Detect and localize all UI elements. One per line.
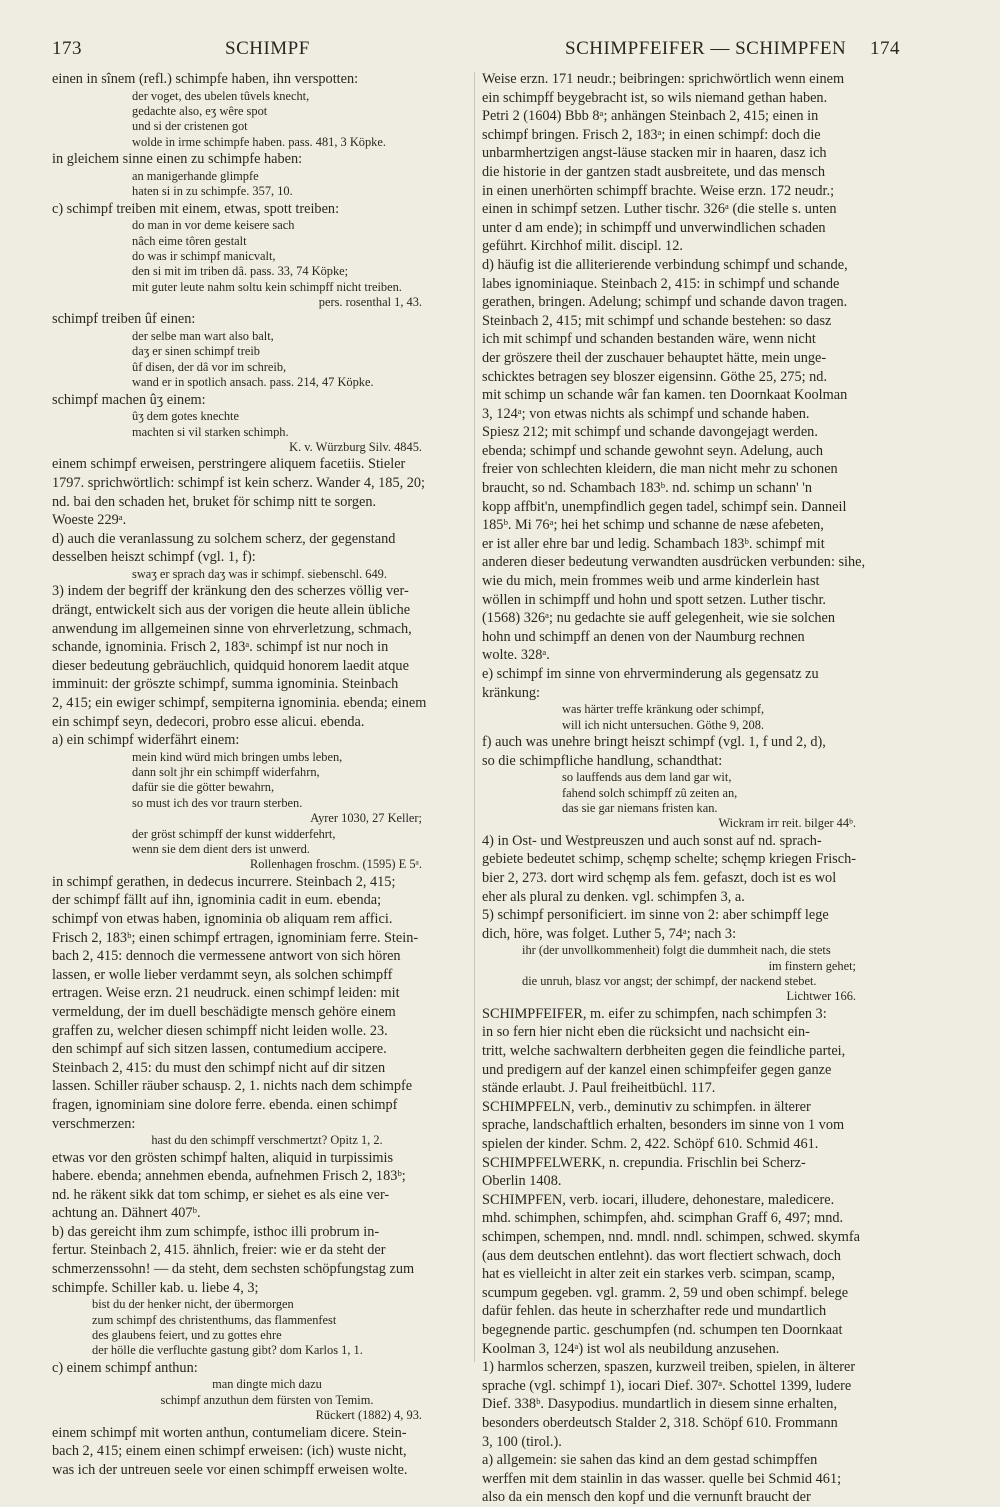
text-line: besonders oberdeutsch Stalder 2, 318. Schöpf 610. Frommann [482, 1414, 838, 1431]
quotation-line: so must ich des vor traurn sterben. [132, 795, 303, 810]
text-line: scumpum gegeben. vgl. gramm. 2, 59 und oben schimpf. belege [482, 1284, 849, 1301]
text-line: wöllen in schimpff und hohn und spott setzen. Luther tischr. [482, 591, 827, 608]
quotation-line: der selbe man wart also balt, [132, 329, 274, 344]
running-head-right: SCHIMPFEIFER — SCHIMPFEN [565, 38, 847, 59]
quotation-line: fahend solch schimpff zû zeiten an, [562, 785, 738, 800]
text-line: den schimpf auf sich sitzen lassen, contumedium accipere. [52, 1041, 387, 1058]
text-line: bier 2, 273. dort wird schęmp als fem. gefaszt, doch ist es wol [482, 869, 837, 886]
text-line: achtung an. Dähnert 407ᵇ. [52, 1205, 201, 1222]
text-line: hohn und schimpff an denen von der Naumburg rechnen [482, 628, 805, 645]
text-line: wolte. 328ᵃ. [482, 647, 550, 664]
quotation-line: was härter treffe kränkung oder schimpf, [562, 702, 765, 717]
text-line: Petri 2 (1604) Bbb 8ᵃ; anhängen Steinbach 2, 415; einen in [482, 108, 819, 125]
text-line: schimpf bringen. Frisch 2, 183ᵃ; in einen schimpf: doch die [482, 126, 821, 143]
text-line: er ist aller ehre bar und ledig. Schambach 183ᵇ. schimpf mit [482, 535, 825, 552]
text-line: in gleichem sinne einen zu schimpfe haben: [52, 151, 303, 168]
text-line: lassen, er wolle lieber verdammt seyn, als solchen schimpff [52, 966, 393, 983]
text-line: Weise erzn. 171 neudr.; beibringen: sprichwörtlich wenn einem [482, 71, 845, 87]
text-line: c) schimpf treiben mit einem, etwas, spott treiben: [52, 200, 340, 217]
left-column [52, 70, 482, 1479]
text-line: Dief. 338ᵇ. Dasypodius. mundartlich in diesem sinne erhalten, [482, 1396, 838, 1413]
quotation-line: do was ir schimpf manicvalt, [132, 248, 276, 263]
citation-line: Ayrer 1030, 27 Keller; [310, 811, 422, 826]
text-line: fragen, ignominiam sine dolore ferre. ebenda. einen schimpf [52, 1096, 398, 1113]
quotation-line: hast du den schimpff verschmertzt? Opitz 1, 2. [151, 1133, 383, 1148]
text-line: schimpfe. Schiller kab. u. liebe 4, 3; [52, 1279, 259, 1296]
text-line: anwendung im allgemeinen sinne von ehrverletzung, schmach, [52, 620, 412, 637]
text-line: ertragen. Weise erzn. 21 neudruck. einen schimpf leiden: mit [52, 985, 400, 1002]
quotation-line: dann solt jhr ein schimpff widerfahrn, [132, 765, 320, 780]
quotation-line: so lauffends aus dem land gar wit, [562, 770, 732, 785]
text-line: schande, ignominia. Frisch 2, 183ᵃ. schimpf ist nur noch in [52, 639, 389, 656]
quotation-line: bist du der henker nicht, der übermorgen [92, 1297, 294, 1312]
text-line: wie du mich, mein frommes weib und arme kinderlein hast [482, 573, 820, 590]
column-divider [474, 72, 475, 1362]
text-line: Woeste 229ᵃ. [52, 512, 127, 529]
text-line: desselben heiszt schimpf (vgl. 1, f): [52, 549, 256, 566]
page-number-right: 174 [870, 38, 900, 59]
text-line: b) das gereicht ihm zum schimpfe, isthoc illi probrum in- [52, 1223, 380, 1240]
citation-line: Rückert (1882) 4, 93. [315, 1408, 422, 1423]
text-line: einem schimpf erweisen, perstringere aliquem facetiis. Stieler [52, 456, 406, 473]
text-line: tritt, welche sachwaltern derbheiten gegen die feindliche partei, [482, 1043, 846, 1060]
quotation-line: zum schimpf des christenthums, das flammenfest [92, 1312, 337, 1327]
text-line: stände erlaubt. J. Paul freiheitbüchl. 117. [482, 1080, 716, 1097]
text-line: nd. bai den schaden het, bruket för schimp nitt te sorgen. [52, 493, 377, 510]
text-line: 5) schimpf personificiert. im sinne von 2: aber schimpff lege [482, 907, 829, 924]
quotation-line: an manigerhande glimpfe [132, 168, 259, 183]
text-line: schmerzenssohn! — da steht, dem sechsten schöpfungstag zum [52, 1261, 415, 1278]
text-line: bach 2, 415: dennoch die vermessene antwort von sich hören [52, 948, 401, 965]
citation-line: Rollenhagen froschm. (1595) E 5ᵃ. [250, 857, 422, 872]
text-line: was ich der untreuen seele vor einen schimpff erweisen wolte. [52, 1461, 408, 1478]
quotation-line: swaʒ er sprach daʒ was ir schimpf. siebenschl. 649. [132, 566, 387, 581]
text-line: etwas vor den grösten schimpf halten, aliquid in turpissimis [52, 1149, 394, 1166]
text-line: begegnende partic. geschumpfen (nd. schumpen ten Doornkaat [482, 1321, 843, 1338]
quotation-line: haten si in zu schimpfe. 357, 10. [132, 184, 293, 199]
text-line: SCHIMPFELN, verb., deminutiv zu schimpfen. in älterer [482, 1098, 811, 1115]
text-line: der schimpf fällt auf ihn, ignominia cadit in eum. ebenda; [52, 892, 382, 909]
text-line: labes ignominiaque. Steinbach 2, 415: in schimpf und schande [482, 275, 840, 292]
quotation-line: wand er in spotlich ansach. pass. 214, 47 Köpke. [132, 375, 374, 390]
text-line: eher als plural zu denken. vgl. schimpfen 3, a. [482, 888, 745, 905]
text-line: Steinbach 2, 415: du must den schimpf nicht auf dir sitzen [52, 1059, 386, 1076]
text-line: also da ein mensch den kopf und die vernunft braucht der [482, 1489, 811, 1506]
text-line: einem schimpf mit worten anthun, contumeliam dicere. Stein- [52, 1424, 407, 1441]
quotation-line: ûʒ dem gotes knechte [132, 409, 240, 424]
text-line: c) einem schimpf anthun: [52, 1359, 198, 1376]
text-line: gerathen, bringen. Adelung; schimpf und schande davon tragen. [482, 294, 848, 311]
page-number-left: 173 [52, 38, 82, 59]
text-line: nd. he räkent sikk dat tom schimp, er siehet es als eine ver- [52, 1186, 390, 1203]
quotation-line: des glaubens feiert, und zu gottes ehre [92, 1328, 282, 1343]
text-line: Frisch 2, 183ᵇ; einen schimpf ertragen, ignominiam ferre. Stein- [52, 929, 419, 946]
text-line: in schimpf gerathen, in dedecus incurrere. Steinbach 2, 415; [52, 873, 396, 890]
text-line: drängt, entwickelt sich aus der vorigen die heute allein übliche [52, 601, 411, 618]
text-line: ein schimpff beygebracht ist, so wils niemand gethan haben. [482, 89, 828, 106]
quotation-line: schimpf anzuthun dem fürsten von Temim. [160, 1392, 374, 1407]
text-line: mit schimp un schande wâr fan kamen. ten Doornkaat Koolman [482, 387, 848, 404]
text-line: SCHIMPFEN, verb. iocari, illudere, dehonestare, maledicere. [482, 1191, 835, 1208]
quotation-line: der gröst schimpff der kunst widderfehrt, [132, 826, 336, 841]
text-line: braucht, so nd. Schambach 183ᵇ. nd. schimp un schann' 'n [482, 480, 813, 497]
text-line: (aus dem deutschen entlehnt). das wort flectiert schwach, doch [482, 1247, 841, 1264]
text-line: 3, 124ᵃ; von etwas nichts als schimpf und schande haben. [482, 405, 810, 422]
quotation-line: der hölle die verfluchte gastung gibt? dom Karlos 1, 1. [92, 1343, 363, 1358]
text-line: 3, 100 (tirol.). [482, 1433, 562, 1450]
text-line: 1797. sprichwörtlich: schimpf ist kein scherz. Wander 4, 185, 20; [52, 474, 426, 491]
quotation-line: die unruh, blasz vor angst; der schimpf, der nackend stebet. [522, 974, 817, 989]
text-line: anderen dieser bedeutung verwandten ausdrücken verbunden: sihe, [482, 554, 866, 571]
quotation-line: machten si vil starken schimph. [132, 424, 289, 439]
text-line: ich mit schimpf und schanden bestanden wäre, wenn nicht [482, 331, 816, 348]
quotation-line: ûf disen, der dâ vor im schreib, [132, 359, 287, 374]
text-line: kränkung: [482, 684, 540, 701]
text-line: imminuit: der gröszte schimpf, summa ignominia. Steinbach [52, 676, 399, 693]
quotation-line: der voget, des ubelen tûvels knecht, [132, 88, 310, 103]
text-line: schimpf treiben ûf einen: [52, 311, 196, 328]
text-line: unter d am ende); in schimpff und unverwindlichen schaden [482, 219, 826, 236]
text-line: spielen der kinder. Schm. 2, 422. Schöpf 610. Schmid 461. [482, 1136, 819, 1152]
quotation-line: do man in vor deme keisere sach [132, 218, 295, 233]
citation-line: Lichtwer 166. [786, 989, 856, 1004]
text-line: habere. ebenda; annehmen ebenda, aufnehmen Frisch 2, 183ᵇ; [52, 1168, 406, 1185]
quotation-line: ihr (der unvollkommenheit) folgt die dummheit nach, die stets [522, 943, 831, 958]
text-line: sprache (vgl. schimpf 1), iocari Dief. 307ᵃ. Schottel 1399, ludere [482, 1377, 852, 1394]
text-line: 3) indem der begriff der kränkung den des scherzes völlig ver- [52, 583, 409, 600]
quotation-line: dafür sie die götter bewahrn, [132, 780, 275, 795]
text-line: freier von schlechten kleidern, die man nicht mehr zu schonen [482, 461, 838, 478]
text-line: bach 2, 415; einem einen schimpf erweisen: (ich) wuste nicht, [52, 1443, 407, 1460]
text-line: sprache, landschaftlich erhalten, besonders im sinne von 1 vom [482, 1117, 845, 1134]
text-line: 2, 415; ein ewiger schimpf, sempiterna ignominia. ebenda; einem [52, 694, 427, 711]
text-line: Spiesz 212; mit schimpf und schande davongejagt werden. [482, 424, 818, 441]
text-line: hat es vielleicht in alter zeit ein starkes verb. scimpan, scamp, [482, 1266, 835, 1283]
text-line: verschmerzen: [52, 1115, 136, 1132]
text-line: der gröszere theil der zuschauer behauptet hätte, mein unge- [482, 349, 827, 366]
quotation-line: wenn sie dem dient ders ist unwerd. [132, 842, 310, 857]
text-line: kopp affbit'n, unempfindlich gegen tadel, schimpf sein. Danneil [482, 498, 847, 515]
citation-line: K. v. Würzburg Silv. 4845. [289, 440, 422, 454]
text-line: vermeldung, der im duell beschädigte mensch gehöre einem [52, 1003, 396, 1020]
text-line: d) auch die veranlassung zu solchem scherz, der gegenstand [52, 530, 396, 547]
quotation-line: den si mit im triben dâ. pass. 33, 74 Köpke; [132, 264, 349, 279]
quotation-line: will ich nicht untersuchen. Göthe 9, 208. [562, 717, 764, 732]
text-line: SCHIMPFELWERK, n. crepundia. Frischlin bei Scherz- [482, 1154, 806, 1171]
text-line: die historie in der gantzen stadt ausbreitete, und das mensch [482, 163, 826, 180]
text-line: so die schimpfliche handlung, schandthat: [482, 752, 723, 769]
text-line: dich, höre, was folget. Luther 5, 74ᵃ; nach 3: [482, 925, 737, 942]
text-line: d) häufig ist die alliterierende verbindung schimpf und schande, [482, 256, 848, 273]
text-line: unbarmhertzigen angst-läuse stacken mir in haaren, dasz ich [482, 145, 827, 162]
text-line: (1568) 326ᵃ; nu gedachte sie auff gelegenheit, wie sie solchen [482, 610, 836, 627]
text-line: mhd. schimphen, schimpfen, ahd. scimphan Graff 6, 497; mnd. [482, 1210, 844, 1227]
text-line: 1) harmlos scherzen, spaszen, kurzweil treiben, spielen, in älterer [482, 1359, 856, 1376]
text-line: in einen unerhörten schimpff brachte. Weise erzn. 172 neudr.; [482, 182, 835, 199]
text-line: Oberlin 1408. [482, 1173, 562, 1190]
text-line: 185ᵇ. Mi 76ᵃ; hei het schimp und schanne de næse afebeten, [482, 517, 824, 534]
quotation-line: gedachte also, eʒ wêre spot [132, 103, 268, 118]
running-head-left: SCHIMPF [225, 38, 310, 59]
text-line: lassen. Schiller räuber schausp. 2, 1. nichts nach dem schimpfe [52, 1078, 413, 1095]
text-line: graffen zu, welcher diesen schimpff nicht leiden wolle. 23. [52, 1022, 388, 1039]
text-line: werffen mit dem stainlin in das wasser. quelle bei Schmid 461; [482, 1470, 842, 1487]
quotation-line: mein kind würd mich bringen umbs leben, [132, 749, 343, 764]
quotation-line: nâch eime tôren gestalt [132, 233, 247, 248]
text-line: schimpen, schempen, nnd. mndl. nndl. schimpen, schwed. skymfa [482, 1228, 861, 1245]
text-line: gebiete bedeutet schimp, schęmp schelte; schęmp kriegen Frisch- [482, 851, 856, 868]
text-line: f) auch was unehre bringt heiszt schimpf (vgl. 1, f und 2, d), [482, 733, 826, 750]
citation-line: im finstern gehet; [768, 958, 856, 973]
right-column [482, 70, 916, 1507]
text-line: einen in sînem (refl.) schimpfe haben, ihn verspotten: [52, 71, 359, 87]
text-line: und predigern auf der kanzel einen schimpfeifer gegen ganze [482, 1061, 832, 1078]
text-line: a) ein schimpf widerfährt einem: [52, 732, 240, 749]
text-line: fertur. Steinbach 2, 415. ähnlich, freier: wie er da steht der [52, 1242, 386, 1259]
text-line: e) schimpf im sinne von ehrverminderung als gegensatz zu [482, 666, 819, 682]
quotation-line: wolde in irme schimpfe haben. pass. 481, 3 Köpke. [132, 134, 386, 149]
citation-line: pers. rosenthal 1, 43. [318, 295, 422, 310]
text-line: schimpf machen ûʒ einem: [52, 391, 206, 408]
text-line: ein schimpf seyn, dedecori, probro esse alicui. ebenda. [52, 713, 365, 730]
text-line: einen in schimpf setzen. Luther tischr. 326ᵃ (die stelle s. unten [482, 201, 837, 218]
text-line: ebenda; schimpf und schande gewohnt seyn. Adelung, auch [482, 442, 824, 459]
quotation-line: mit guter leute nahm soltu kein schimpff nicht treiben. [132, 279, 402, 294]
text-line: dieser bedeutung gebräuchlich, quidquid honorem laedit atque [52, 657, 409, 674]
text-line: Steinbach 2, 415; mit schimpf und schande bestehen: so dasz [482, 312, 832, 329]
text-line: SCHIMPFEIFER, m. eifer zu schimpfen, nach schimpfen 3: [482, 1005, 827, 1022]
text-line: schicktes betragen sey bloszer eigensinn. Göthe 25, 275; nd. [482, 368, 828, 385]
quotation-line: man dingte mich dazu [212, 1377, 322, 1392]
text-line: 4) in Ost- und Westpreuszen und auch sonst auf nd. sprach- [482, 832, 822, 849]
text-line: dafür fehlen. das heute in scherzhafter rede und mundartlich [482, 1303, 827, 1320]
quotation-line: das sie gar niemans fristen kan. [562, 800, 718, 815]
citation-line: Wickram irr reit. bilger 44ᵇ. [718, 816, 856, 831]
text-line: geführt. Kirchhof milit. discipl. 12. [482, 238, 683, 255]
quotation-line: daʒ er sinen schimpf treib [132, 344, 260, 359]
text-line: a) allgemein: sie sahen das kind an dem gestad schimpffen [482, 1452, 818, 1469]
quotation-line: und si der cristenen got [132, 119, 248, 134]
text-line: schimpf von etwas haben, ignominia ob aliquam rem affici. [52, 911, 393, 927]
text-line: in so fern hier nicht eben die rücksicht und nachsicht ein- [482, 1024, 810, 1041]
text-line: Koolman 3, 124ᵃ) ist wol als neubildung anzusehen. [482, 1340, 780, 1357]
